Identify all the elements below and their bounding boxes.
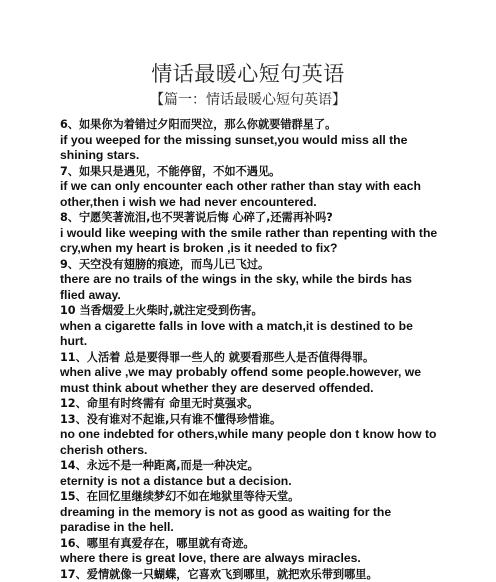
list-item bbox=[60, 567, 438, 582]
list-item bbox=[60, 117, 438, 164]
english-translation: when alive ,we may probably offend some people.however, we must think about whether they are deserved offended. bbox=[60, 365, 438, 396]
chinese-sentence: 11、人活着 总是要得罪一些人的 就要看那些人是否值得得罪。 bbox=[60, 350, 438, 366]
english-translation: if we can only encounter each other rather than stay with each other,then i wish we had never encountered. bbox=[60, 179, 438, 210]
chinese-sentence: 8、宁愿笑著流泪,也不哭著说后悔 心碎了,还需再补吗? bbox=[60, 210, 438, 226]
chinese-sentence: 17、爱情就像一只蝴蝶，它喜欢飞到哪里，就把欢乐带到哪里。 bbox=[60, 567, 438, 582]
english-translation: where there is great love, there are always miracles. bbox=[60, 551, 438, 567]
english-translation: there are no trails of the wings in the sky, while the birds has flied away. bbox=[60, 272, 438, 303]
chinese-sentence: 15、在回忆里继续梦幻不如在地狱里等待天堂。 bbox=[60, 489, 438, 505]
document-title: 情话最暖心短句英语 bbox=[0, 58, 496, 88]
chinese-sentence: 16、哪里有真爱存在，哪里就有奇迹。 bbox=[60, 536, 438, 552]
english-translation: when a cigarette falls in love with a match,it is destined to be hurt. bbox=[60, 319, 438, 350]
list-item bbox=[60, 412, 438, 459]
entry-list bbox=[60, 117, 438, 582]
chinese-sentence: 12、命里有时终需有 命里无时莫强求。 bbox=[60, 396, 438, 412]
chinese-sentence: 6、如果你为着错过夕阳而哭泣，那么你就要错群星了。 bbox=[60, 117, 438, 133]
list-item bbox=[60, 489, 438, 536]
english-translation: dreaming in the memory is not as good as waiting for the paradise in the hell. bbox=[60, 505, 438, 536]
list-item bbox=[60, 257, 438, 304]
english-translation: no one indebted for others,while many people don t know how to cherish others. bbox=[60, 427, 438, 458]
chinese-sentence: 13、没有谁对不起谁,只有谁不懂得珍惜谁。 bbox=[60, 412, 438, 428]
chinese-sentence: 7、如果只是遇见，不能停留，不如不遇见。 bbox=[60, 164, 438, 180]
list-item bbox=[60, 303, 438, 350]
english-translation: i would like weeping with the smile rather than repenting with the cry,when my heart is broken ,is it needed to fix? bbox=[60, 226, 438, 257]
chinese-sentence: 14、永远不是一种距离,而是一种决定。 bbox=[60, 458, 438, 474]
list-item bbox=[60, 458, 438, 489]
document-subtitle: 【篇一：情话最暖心短句英语】 bbox=[0, 89, 496, 109]
list-item bbox=[60, 536, 438, 567]
english-translation: if you weeped for the missing sunset,you would miss all the shining stars. bbox=[60, 133, 438, 164]
english-translation: eternity is not a distance but a decision. bbox=[60, 474, 438, 490]
chinese-sentence: 10 当香烟爱上火柴时,就注定受到伤害。 bbox=[60, 303, 438, 319]
list-item bbox=[60, 396, 438, 412]
chinese-sentence: 9、天空没有翅膀的痕迹，而鸟儿已飞过。 bbox=[60, 257, 438, 273]
list-item bbox=[60, 210, 438, 257]
list-item bbox=[60, 350, 438, 397]
list-item bbox=[60, 164, 438, 211]
